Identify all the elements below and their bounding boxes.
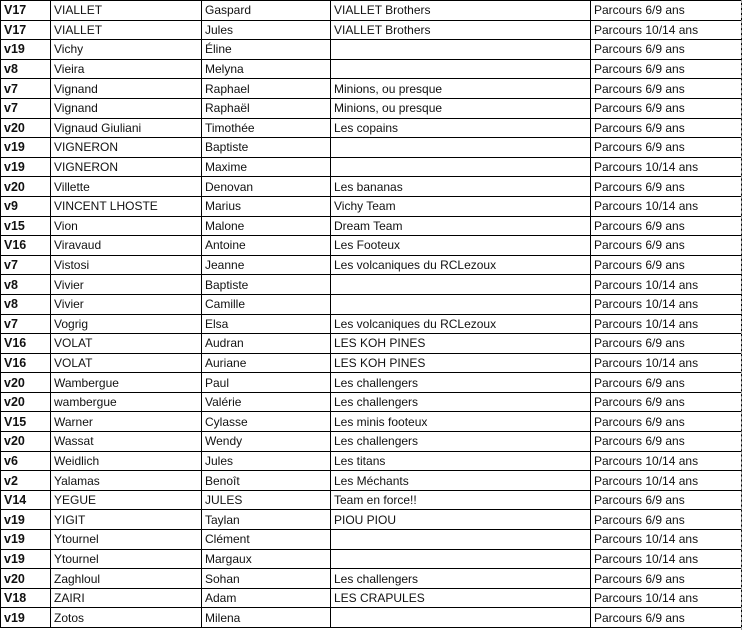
cell-last-name: Vistosi: [51, 255, 202, 275]
cell-course: Parcours 6/9 ans: [591, 373, 742, 393]
cell-first-name: Camille: [202, 294, 331, 314]
cell-first-name: Paul: [202, 373, 331, 393]
cell-team-name: Les challengers: [331, 392, 591, 412]
cell-version: v19: [1, 549, 51, 569]
cell-version: v8: [1, 294, 51, 314]
cell-first-name: Cylasse: [202, 412, 331, 432]
cell-last-name: Vignand: [51, 98, 202, 118]
cell-last-name: Wambergue: [51, 373, 202, 393]
cell-last-name: YIGIT: [51, 510, 202, 530]
cell-course: Parcours 6/9 ans: [591, 412, 742, 432]
cell-last-name: Vogrig: [51, 314, 202, 334]
cell-last-name: Vichy: [51, 40, 202, 60]
cell-first-name: Baptiste: [202, 138, 331, 158]
cell-team-name: Les challengers: [331, 569, 591, 589]
table-row: [1, 275, 742, 295]
cell-team-name: [331, 138, 591, 158]
table-row: [1, 412, 742, 432]
cell-course: Parcours 10/14 ans: [591, 530, 742, 550]
cell-course: Parcours 6/9 ans: [591, 392, 742, 412]
cell-team-name: Les Footeux: [331, 236, 591, 256]
cell-version: v19: [1, 608, 51, 628]
cell-first-name: Valérie: [202, 392, 331, 412]
table-row: [1, 79, 742, 99]
cell-version: v7: [1, 314, 51, 334]
cell-first-name: Margaux: [202, 549, 331, 569]
cell-version: v20: [1, 569, 51, 589]
cell-course: Parcours 10/14 ans: [591, 353, 742, 373]
table-row: [1, 569, 742, 589]
cell-team-name: Les copains: [331, 118, 591, 138]
cell-course: Parcours 10/14 ans: [591, 196, 742, 216]
cell-version: v20: [1, 373, 51, 393]
cell-version: V18: [1, 588, 51, 608]
cell-last-name: Villette: [51, 177, 202, 197]
table-row: [1, 451, 742, 471]
cell-version: v7: [1, 255, 51, 275]
cell-course: Parcours 10/14 ans: [591, 451, 742, 471]
cell-first-name: Jeanne: [202, 255, 331, 275]
cell-course: Parcours 10/14 ans: [591, 549, 742, 569]
cell-course: Parcours 6/9 ans: [591, 608, 742, 628]
cell-last-name: VINCENT LHOSTE: [51, 196, 202, 216]
cell-last-name: VIALLET: [51, 20, 202, 40]
cell-team-name: Les volcaniques du RCLezoux: [331, 314, 591, 334]
cell-team-name: LES KOH PINES: [331, 334, 591, 354]
cell-last-name: Zotos: [51, 608, 202, 628]
cell-team-name: [331, 275, 591, 295]
cell-version: v19: [1, 530, 51, 550]
cell-version: V14: [1, 490, 51, 510]
cell-team-name: Minions, ou presque: [331, 79, 591, 99]
table-row: [1, 471, 742, 491]
cell-last-name: Ytournel: [51, 549, 202, 569]
cell-team-name: [331, 549, 591, 569]
cell-team-name: Les Méchants: [331, 471, 591, 491]
cell-first-name: Malone: [202, 216, 331, 236]
cell-last-name: VOLAT: [51, 353, 202, 373]
cell-version: v20: [1, 118, 51, 138]
cell-last-name: ZAIRI: [51, 588, 202, 608]
cell-last-name: wambergue: [51, 392, 202, 412]
table-row: [1, 314, 742, 334]
cell-version: v19: [1, 157, 51, 177]
cell-course: Parcours 6/9 ans: [591, 334, 742, 354]
cell-last-name: Vivier: [51, 294, 202, 314]
table-row: [1, 353, 742, 373]
cell-first-name: Raphaël: [202, 98, 331, 118]
cell-version: v7: [1, 98, 51, 118]
cell-course: Parcours 6/9 ans: [591, 510, 742, 530]
cell-version: v2: [1, 471, 51, 491]
cell-first-name: Denovan: [202, 177, 331, 197]
table-row: [1, 59, 742, 79]
cell-course: Parcours 10/14 ans: [591, 275, 742, 295]
cell-course: Parcours 6/9 ans: [591, 236, 742, 256]
table-row: [1, 549, 742, 569]
table-row: [1, 490, 742, 510]
cell-team-name: Les minis footeux: [331, 412, 591, 432]
cell-course: Parcours 10/14 ans: [591, 157, 742, 177]
cell-last-name: Vion: [51, 216, 202, 236]
cell-team-name: Team en force!!: [331, 490, 591, 510]
table-row: [1, 138, 742, 158]
table-row: [1, 294, 742, 314]
cell-course: Parcours 6/9 ans: [591, 98, 742, 118]
cell-first-name: Timothée: [202, 118, 331, 138]
cell-last-name: Weidlich: [51, 451, 202, 471]
cell-version: V15: [1, 412, 51, 432]
cell-last-name: Vieira: [51, 59, 202, 79]
cell-first-name: Marius: [202, 196, 331, 216]
table-row: [1, 255, 742, 275]
cell-last-name: Vivier: [51, 275, 202, 295]
cell-last-name: Wassat: [51, 432, 202, 452]
cell-course: Parcours 6/9 ans: [591, 79, 742, 99]
table-row: [1, 40, 742, 60]
cell-course: Parcours 10/14 ans: [591, 471, 742, 491]
cell-first-name: Antoine: [202, 236, 331, 256]
cell-last-name: Viravaud: [51, 236, 202, 256]
cell-course: Parcours 10/14 ans: [591, 314, 742, 334]
cell-course: Parcours 6/9 ans: [591, 216, 742, 236]
cell-first-name: Milena: [202, 608, 331, 628]
cell-last-name: Vignand: [51, 79, 202, 99]
cell-version: v7: [1, 79, 51, 99]
cell-course: Parcours 6/9 ans: [591, 569, 742, 589]
cell-version: V16: [1, 334, 51, 354]
cell-team-name: Les titans: [331, 451, 591, 471]
cell-version: v9: [1, 196, 51, 216]
table-row: [1, 334, 742, 354]
cell-last-name: Vignaud Giuliani: [51, 118, 202, 138]
cell-team-name: LES CRAPULES: [331, 588, 591, 608]
cell-team-name: Les volcaniques du RCLezoux: [331, 255, 591, 275]
cell-first-name: Jules: [202, 20, 331, 40]
cell-first-name: Sohan: [202, 569, 331, 589]
cell-team-name: [331, 294, 591, 314]
cell-first-name: Baptiste: [202, 275, 331, 295]
cell-version: V16: [1, 236, 51, 256]
cell-version: V16: [1, 353, 51, 373]
cell-first-name: Raphael: [202, 79, 331, 99]
cell-team-name: [331, 157, 591, 177]
table-row: [1, 392, 742, 412]
cell-course: Parcours 6/9 ans: [591, 1, 742, 21]
cell-first-name: Elsa: [202, 314, 331, 334]
cell-course: Parcours 6/9 ans: [591, 118, 742, 138]
cell-first-name: Melyna: [202, 59, 331, 79]
cell-team-name: [331, 608, 591, 628]
cell-team-name: [331, 530, 591, 550]
cell-version: v20: [1, 177, 51, 197]
cell-version: V17: [1, 1, 51, 21]
cell-last-name: VIALLET: [51, 1, 202, 21]
table-row: [1, 588, 742, 608]
participants-table-body: [1, 1, 742, 628]
cell-version: v20: [1, 432, 51, 452]
cell-course: Parcours 6/9 ans: [591, 255, 742, 275]
cell-first-name: Adam: [202, 588, 331, 608]
cell-last-name: Zaghloul: [51, 569, 202, 589]
cell-team-name: Les challengers: [331, 373, 591, 393]
table-row: [1, 1, 742, 21]
cell-course: Parcours 6/9 ans: [591, 138, 742, 158]
cell-version: v8: [1, 275, 51, 295]
cell-last-name: YEGUE: [51, 490, 202, 510]
cell-course: Parcours 10/14 ans: [591, 588, 742, 608]
cell-first-name: Éline: [202, 40, 331, 60]
cell-first-name: Audran: [202, 334, 331, 354]
cell-course: Parcours 10/14 ans: [591, 20, 742, 40]
cell-version: v20: [1, 392, 51, 412]
table-row: [1, 216, 742, 236]
cell-version: v19: [1, 510, 51, 530]
cell-course: Parcours 6/9 ans: [591, 40, 742, 60]
cell-first-name: JULES: [202, 490, 331, 510]
cell-version: v15: [1, 216, 51, 236]
cell-course: Parcours 6/9 ans: [591, 432, 742, 452]
cell-team-name: VIALLET Brothers: [331, 1, 591, 21]
cell-team-name: VIALLET Brothers: [331, 20, 591, 40]
cell-last-name: VIGNERON: [51, 138, 202, 158]
cell-team-name: Les bananas: [331, 177, 591, 197]
cell-team-name: Vichy Team: [331, 196, 591, 216]
cell-course: Parcours 6/9 ans: [591, 177, 742, 197]
cell-team-name: LES KOH PINES: [331, 353, 591, 373]
table-row: [1, 432, 742, 452]
cell-course: Parcours 6/9 ans: [591, 59, 742, 79]
table-row: [1, 196, 742, 216]
cell-version: v8: [1, 59, 51, 79]
table-row: [1, 98, 742, 118]
cell-version: v6: [1, 451, 51, 471]
table-row: [1, 157, 742, 177]
table-row: [1, 373, 742, 393]
cell-first-name: Taylan: [202, 510, 331, 530]
cell-last-name: VOLAT: [51, 334, 202, 354]
cell-last-name: Ytournel: [51, 530, 202, 550]
cell-first-name: Maxime: [202, 157, 331, 177]
cell-last-name: VIGNERON: [51, 157, 202, 177]
table-row: [1, 236, 742, 256]
cell-course: Parcours 6/9 ans: [591, 490, 742, 510]
table-row: [1, 20, 742, 40]
cell-team-name: [331, 59, 591, 79]
cell-first-name: Auriane: [202, 353, 331, 373]
cell-team-name: Dream Team: [331, 216, 591, 236]
cell-first-name: Clément: [202, 530, 331, 550]
cell-course: Parcours 10/14 ans: [591, 294, 742, 314]
table-row: [1, 530, 742, 550]
table-row: [1, 608, 742, 628]
cell-first-name: Gaspard: [202, 1, 331, 21]
cell-last-name: Warner: [51, 412, 202, 432]
table-row: [1, 510, 742, 530]
cell-version: v19: [1, 138, 51, 158]
cell-version: V17: [1, 20, 51, 40]
cell-team-name: Les challengers: [331, 432, 591, 452]
table-row: [1, 177, 742, 197]
cell-team-name: PIOU PIOU: [331, 510, 591, 530]
cell-last-name: Yalamas: [51, 471, 202, 491]
cell-first-name: Wendy: [202, 432, 331, 452]
cell-version: v19: [1, 40, 51, 60]
cell-team-name: [331, 40, 591, 60]
cell-first-name: Benoît: [202, 471, 331, 491]
table-row: [1, 118, 742, 138]
cell-first-name: Jules: [202, 451, 331, 471]
cell-team-name: Minions, ou presque: [331, 98, 591, 118]
